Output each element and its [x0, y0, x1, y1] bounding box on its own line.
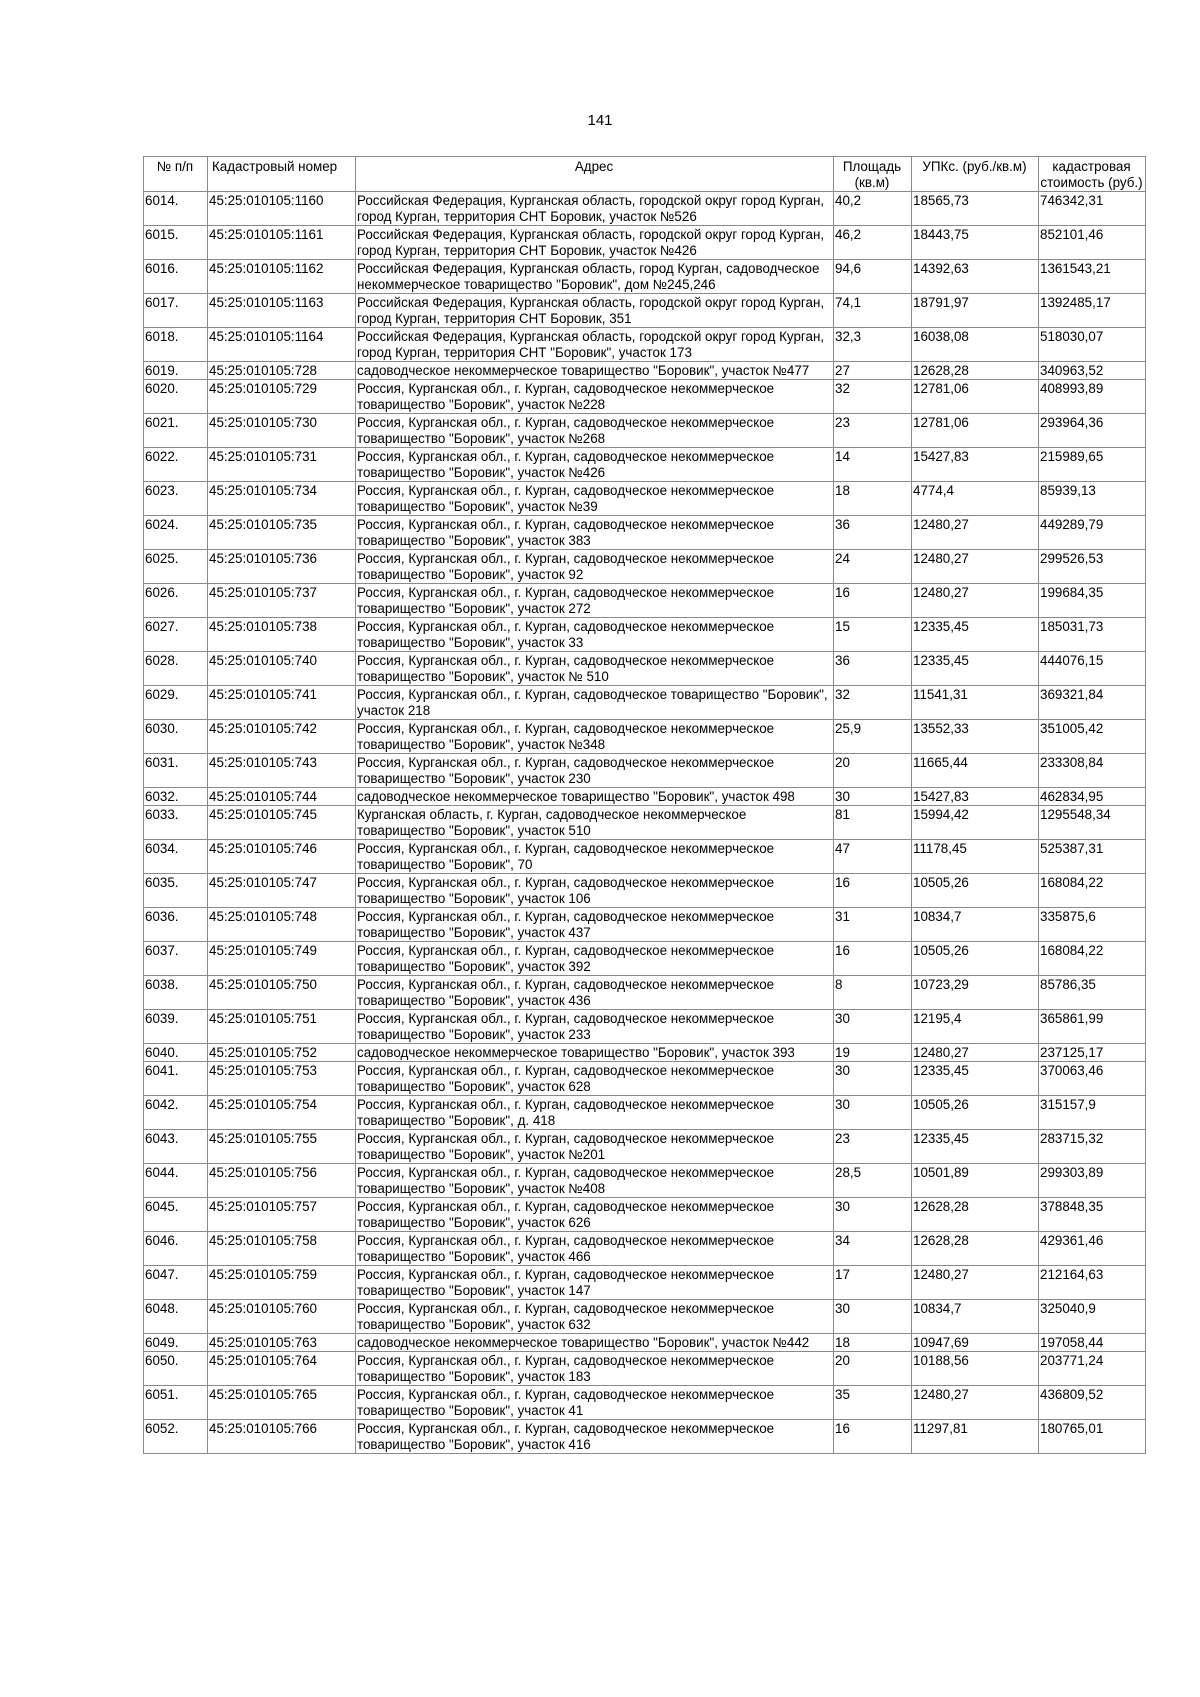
- table-row: [144, 414, 1146, 448]
- cell-num: 6043.: [144, 1130, 208, 1164]
- cell-cadastral-cost: 85786,35: [1039, 976, 1146, 1010]
- header-address: Адрес: [356, 157, 834, 192]
- cell-cadastral-cost: 525387,31: [1039, 840, 1146, 874]
- cell-upks: 12480,27: [912, 1386, 1039, 1420]
- cell-num: 6031.: [144, 754, 208, 788]
- cell-cadastral-number: 45:25:010105:744: [208, 788, 356, 806]
- cell-area: 30: [834, 788, 912, 806]
- cell-cadastral-cost: 370063,46: [1039, 1062, 1146, 1096]
- cell-cadastral-number: 45:25:010105:764: [208, 1352, 356, 1386]
- table-row: [144, 482, 1146, 516]
- cell-area: 94,6: [834, 260, 912, 294]
- cell-cadastral-cost: 197058,44: [1039, 1334, 1146, 1352]
- cell-area: 27: [834, 362, 912, 380]
- cell-area: 46,2: [834, 226, 912, 260]
- cell-num: 6044.: [144, 1164, 208, 1198]
- cell-cadastral-cost: 852101,46: [1039, 226, 1146, 260]
- cell-cadastral-cost: 199684,35: [1039, 584, 1146, 618]
- cell-cadastral-cost: 168084,22: [1039, 942, 1146, 976]
- cell-cadastral-number: 45:25:010105:1161: [208, 226, 356, 260]
- cell-area: 36: [834, 652, 912, 686]
- cell-num: 6021.: [144, 414, 208, 448]
- cell-area: 14: [834, 448, 912, 482]
- cell-address: Россия, Курганская обл., г. Курган, садоводческое некоммерческое товарищество "Боровик", участок №268: [356, 414, 834, 448]
- cell-num: 6048.: [144, 1300, 208, 1334]
- table-row: [144, 1352, 1146, 1386]
- cell-upks: 10505,26: [912, 1096, 1039, 1130]
- cell-num: 6025.: [144, 550, 208, 584]
- cell-num: 6046.: [144, 1232, 208, 1266]
- cell-cadastral-cost: 1361543,21: [1039, 260, 1146, 294]
- cell-area: 30: [834, 1062, 912, 1096]
- cell-area: 25,9: [834, 720, 912, 754]
- cell-address: Россия, Курганская обл., г. Курган, садоводческое некоммерческое товарищество "Боровик", участок 106: [356, 874, 834, 908]
- cell-area: 20: [834, 1352, 912, 1386]
- cell-num: 6014.: [144, 192, 208, 226]
- cell-area: 20: [834, 754, 912, 788]
- cell-upks: 12480,27: [912, 584, 1039, 618]
- table-row: [144, 806, 1146, 840]
- cell-upks: 10501,89: [912, 1164, 1039, 1198]
- cell-upks: 10723,29: [912, 976, 1039, 1010]
- cell-address: Россия, Курганская обл., г. Курган, садоводческое некоммерческое товарищество "Боровик", участок 436: [356, 976, 834, 1010]
- table-row: [144, 1420, 1146, 1454]
- cell-address: Россия, Курганская обл., г. Курган, садоводческое некоммерческое товарищество "Боровик", участок 392: [356, 942, 834, 976]
- cell-cadastral-number: 45:25:010105:728: [208, 362, 356, 380]
- table-row: [144, 976, 1146, 1010]
- table-row: [144, 652, 1146, 686]
- cell-num: 6019.: [144, 362, 208, 380]
- table-row: [144, 840, 1146, 874]
- cell-cadastral-cost: 325040,9: [1039, 1300, 1146, 1334]
- cell-cadastral-cost: 518030,07: [1039, 328, 1146, 362]
- cell-cadastral-number: 45:25:010105:759: [208, 1266, 356, 1300]
- cell-cadastral-cost: 85939,13: [1039, 482, 1146, 516]
- table-row: [144, 754, 1146, 788]
- cell-cadastral-number: 45:25:010105:756: [208, 1164, 356, 1198]
- cell-cadastral-number: 45:25:010105:734: [208, 482, 356, 516]
- cell-address: Россия, Курганская обл., г. Курган, садоводческое некоммерческое товарищество "Боровик", участок 92: [356, 550, 834, 584]
- cell-address: Российская Федерация, Курганская область, город Курган, садоводческое некоммерческое товарищество "Боровик", дом №245,246: [356, 260, 834, 294]
- cell-cadastral-cost: 185031,73: [1039, 618, 1146, 652]
- cell-address: Российская Федерация, Курганская область, городской округ город Курган, город Курган, территория СНТ "Боровик", участок 173: [356, 328, 834, 362]
- cell-area: 28,5: [834, 1164, 912, 1198]
- cell-cadastral-cost: 212164,63: [1039, 1266, 1146, 1300]
- cell-upks: 10505,26: [912, 942, 1039, 976]
- cell-cadastral-number: 45:25:010105:745: [208, 806, 356, 840]
- cell-area: 16: [834, 1420, 912, 1454]
- table-row: [144, 1198, 1146, 1232]
- cell-cadastral-number: 45:25:010105:1164: [208, 328, 356, 362]
- cell-upks: 12781,06: [912, 414, 1039, 448]
- cell-cadastral-cost: 365861,99: [1039, 1010, 1146, 1044]
- cell-num: 6029.: [144, 686, 208, 720]
- cell-address: Российская Федерация, Курганская область, городской округ город Курган, город Курган, территория СНТ Боровик, 351: [356, 294, 834, 328]
- cell-cadastral-cost: 203771,24: [1039, 1352, 1146, 1386]
- cell-cadastral-number: 45:25:010105:1162: [208, 260, 356, 294]
- cell-num: 6024.: [144, 516, 208, 550]
- cell-cadastral-number: 45:25:010105:754: [208, 1096, 356, 1130]
- cell-cadastral-cost: 408993,89: [1039, 380, 1146, 414]
- cell-cadastral-cost: 746342,31: [1039, 192, 1146, 226]
- cell-area: 32: [834, 686, 912, 720]
- cell-area: 23: [834, 414, 912, 448]
- table-row: [144, 226, 1146, 260]
- cell-cadastral-number: 45:25:010105:752: [208, 1044, 356, 1062]
- cell-cadastral-number: 45:25:010105:737: [208, 584, 356, 618]
- cell-address: Россия, Курганская обл., г. Курган, садоводческое некоммерческое товарищество "Боровик", участок №348: [356, 720, 834, 754]
- cadastral-value-table: [143, 156, 1146, 1454]
- cell-upks: 15427,83: [912, 788, 1039, 806]
- cell-area: 8: [834, 976, 912, 1010]
- cell-cadastral-number: 45:25:010105:765: [208, 1386, 356, 1420]
- cell-area: 15: [834, 618, 912, 652]
- cell-address: Россия, Курганская обл., г. Курган, садоводческое некоммерческое товарищество "Боровик", участок 272: [356, 584, 834, 618]
- cell-upks: 10188,56: [912, 1352, 1039, 1386]
- cell-upks: 12335,45: [912, 618, 1039, 652]
- cell-num: 6033.: [144, 806, 208, 840]
- cell-area: 23: [834, 1130, 912, 1164]
- header-num: № п/п: [144, 157, 208, 192]
- cell-area: 31: [834, 908, 912, 942]
- cell-area: 19: [834, 1044, 912, 1062]
- cell-area: 30: [834, 1198, 912, 1232]
- cell-cadastral-number: 45:25:010105:750: [208, 976, 356, 1010]
- table-row: [144, 448, 1146, 482]
- cell-address: Россия, Курганская обл., г. Курган, садоводческое некоммерческое товарищество "Боровик", участок 147: [356, 1266, 834, 1300]
- cell-cadastral-number: 45:25:010105:757: [208, 1198, 356, 1232]
- cell-cadastral-cost: 340963,52: [1039, 362, 1146, 380]
- page-number: 141: [587, 112, 613, 129]
- cell-address: Россия, Курганская обл., г. Курган, садоводческое некоммерческое товарищество "Боровик", д. 418: [356, 1096, 834, 1130]
- cell-num: 6038.: [144, 976, 208, 1010]
- cell-address: Россия, Курганская обл., г. Курган, садоводческое некоммерческое товарищество "Боровик", участок 33: [356, 618, 834, 652]
- cell-num: 6018.: [144, 328, 208, 362]
- cell-cadastral-number: 45:25:010105:753: [208, 1062, 356, 1096]
- cell-num: 6039.: [144, 1010, 208, 1044]
- cell-num: 6051.: [144, 1386, 208, 1420]
- cell-cadastral-number: 45:25:010105:749: [208, 942, 356, 976]
- header-upks: УПКс. (руб./кв.м): [912, 157, 1039, 192]
- cell-num: 6015.: [144, 226, 208, 260]
- cell-address: Россия, Курганская обл., г. Курган, садоводческое некоммерческое товарищество "Боровик", участок №408: [356, 1164, 834, 1198]
- cell-upks: 13552,33: [912, 720, 1039, 754]
- cell-area: 18: [834, 1334, 912, 1352]
- cell-cadastral-cost: 283715,32: [1039, 1130, 1146, 1164]
- table-row: [144, 942, 1146, 976]
- cell-cadastral-number: 45:25:010105:743: [208, 754, 356, 788]
- cell-address: Россия, Курганская обл., г. Курган, садоводческое некоммерческое товарищество "Боровик", участок 466: [356, 1232, 834, 1266]
- cell-upks: 12781,06: [912, 380, 1039, 414]
- table-row: [144, 1164, 1146, 1198]
- cell-upks: 12628,28: [912, 362, 1039, 380]
- cell-num: 6028.: [144, 652, 208, 686]
- table-header-row: [144, 157, 1146, 192]
- cell-upks: 15994,42: [912, 806, 1039, 840]
- cell-area: 30: [834, 1096, 912, 1130]
- cell-address: Россия, Курганская обл., г. Курган, садоводческое товарищество "Боровик", участок 218: [356, 686, 834, 720]
- cell-cadastral-cost: 315157,9: [1039, 1096, 1146, 1130]
- cell-address: Россия, Курганская обл., г. Курган, садоводческое некоммерческое товарищество "Боровик", участок 183: [356, 1352, 834, 1386]
- cell-upks: 18791,97: [912, 294, 1039, 328]
- cell-cadastral-number: 45:25:010105:741: [208, 686, 356, 720]
- cell-address: Россия, Курганская обл., г. Курган, садоводческое некоммерческое товарищество "Боровик", участок №426: [356, 448, 834, 482]
- table-row: [144, 1334, 1146, 1352]
- cell-upks: 10947,69: [912, 1334, 1039, 1352]
- cell-area: 32,3: [834, 328, 912, 362]
- table-row: [144, 788, 1146, 806]
- table-row: [144, 516, 1146, 550]
- cell-area: 30: [834, 1010, 912, 1044]
- table-row: [144, 1130, 1146, 1164]
- cell-num: 6020.: [144, 380, 208, 414]
- cell-address: Российская Федерация, Курганская область, городской округ город Курган, город Курган, территория СНТ Боровик, участок №526: [356, 192, 834, 226]
- cell-upks: 12480,27: [912, 1266, 1039, 1300]
- cell-num: 6035.: [144, 874, 208, 908]
- cell-num: 6023.: [144, 482, 208, 516]
- cell-address: Россия, Курганская обл., г. Курган, садоводческое некоммерческое товарищество "Боровик", участок 230: [356, 754, 834, 788]
- cell-cadastral-cost: 429361,46: [1039, 1232, 1146, 1266]
- table-row: [144, 1044, 1146, 1062]
- cell-address: Россия, Курганская обл., г. Курган, садоводческое некоммерческое товарищество "Боровик", участок 416: [356, 1420, 834, 1454]
- cell-area: 36: [834, 516, 912, 550]
- cell-upks: 12480,27: [912, 516, 1039, 550]
- cell-area: 34: [834, 1232, 912, 1266]
- cell-cadastral-number: 45:25:010105:758: [208, 1232, 356, 1266]
- cell-cadastral-cost: 335875,6: [1039, 908, 1146, 942]
- cell-cadastral-number: 45:25:010105:763: [208, 1334, 356, 1352]
- cell-upks: 12195,4: [912, 1010, 1039, 1044]
- cell-area: 74,1: [834, 294, 912, 328]
- cell-upks: 11178,45: [912, 840, 1039, 874]
- cell-area: 24: [834, 550, 912, 584]
- cell-address: Россия, Курганская обл., г. Курган, садоводческое некоммерческое товарищество "Боровик", участок 41: [356, 1386, 834, 1420]
- cell-upks: 12335,45: [912, 652, 1039, 686]
- cell-address: садоводческое некоммерческое товарищество "Боровик", участок №442: [356, 1334, 834, 1352]
- header-cadastral-number: Кадастровый номер: [208, 157, 356, 192]
- cell-cadastral-cost: 369321,84: [1039, 686, 1146, 720]
- cell-upks: 4774,4: [912, 482, 1039, 516]
- cell-num: 6040.: [144, 1044, 208, 1062]
- cell-upks: 12480,27: [912, 1044, 1039, 1062]
- cell-num: 6032.: [144, 788, 208, 806]
- cell-address: Россия, Курганская обл., г. Курган, садоводческое некоммерческое товарищество "Боровик", 70: [356, 840, 834, 874]
- table-row: [144, 328, 1146, 362]
- cell-num: 6030.: [144, 720, 208, 754]
- cell-area: 35: [834, 1386, 912, 1420]
- cell-address: Россия, Курганская обл., г. Курган, садоводческое некоммерческое товарищество "Боровик", участок 233: [356, 1010, 834, 1044]
- cell-cadastral-number: 45:25:010105:747: [208, 874, 356, 908]
- cell-num: 6034.: [144, 840, 208, 874]
- cell-cadastral-number: 45:25:010105:738: [208, 618, 356, 652]
- cell-cadastral-cost: 180765,01: [1039, 1420, 1146, 1454]
- cell-area: 18: [834, 482, 912, 516]
- cell-address: Россия, Курганская обл., г. Курган, садоводческое некоммерческое товарищество "Боровик", участок № 510: [356, 652, 834, 686]
- cell-cadastral-cost: 378848,35: [1039, 1198, 1146, 1232]
- cell-area: 47: [834, 840, 912, 874]
- cell-upks: 12628,28: [912, 1198, 1039, 1232]
- cell-upks: 10834,7: [912, 1300, 1039, 1334]
- cell-cadastral-number: 45:25:010105:736: [208, 550, 356, 584]
- cell-cadastral-number: 45:25:010105:751: [208, 1010, 356, 1044]
- cell-cadastral-cost: 436809,52: [1039, 1386, 1146, 1420]
- cell-num: 6017.: [144, 294, 208, 328]
- cell-address: Российская Федерация, Курганская область, городской округ город Курган, город Курган, территория СНТ Боровик, участок №426: [356, 226, 834, 260]
- cell-cadastral-cost: 293964,36: [1039, 414, 1146, 448]
- cell-address: Россия, Курганская обл., г. Курган, садоводческое некоммерческое товарищество "Боровик", участок 628: [356, 1062, 834, 1096]
- table-row: [144, 1266, 1146, 1300]
- cell-area: 81: [834, 806, 912, 840]
- cell-num: 6041.: [144, 1062, 208, 1096]
- cell-area: 32: [834, 380, 912, 414]
- cell-upks: 18565,73: [912, 192, 1039, 226]
- cell-address: Россия, Курганская обл., г. Курган, садоводческое некоммерческое товарищество "Боровик", участок №201: [356, 1130, 834, 1164]
- cell-cadastral-cost: 444076,15: [1039, 652, 1146, 686]
- table-row: [144, 1300, 1146, 1334]
- table-row: [144, 584, 1146, 618]
- cell-address: Россия, Курганская обл., г. Курган, садоводческое некоммерческое товарищество "Боровик", участок 383: [356, 516, 834, 550]
- table-row: [144, 380, 1146, 414]
- table-row: [144, 1232, 1146, 1266]
- cell-upks: 12628,28: [912, 1232, 1039, 1266]
- cell-upks: 12480,27: [912, 550, 1039, 584]
- cell-upks: 14392,63: [912, 260, 1039, 294]
- cell-upks: 11297,81: [912, 1420, 1039, 1454]
- cell-cadastral-cost: 237125,17: [1039, 1044, 1146, 1062]
- cell-cadastral-number: 45:25:010105:1160: [208, 192, 356, 226]
- cell-area: 16: [834, 584, 912, 618]
- cell-area: 16: [834, 942, 912, 976]
- table-row: [144, 1386, 1146, 1420]
- cell-num: 6047.: [144, 1266, 208, 1300]
- table-body: [144, 192, 1146, 1454]
- cell-cadastral-cost: 168084,22: [1039, 874, 1146, 908]
- header-cadastral-cost: кадастровая стоимость (руб.): [1039, 157, 1146, 192]
- cell-num: 6016.: [144, 260, 208, 294]
- table-row: [144, 618, 1146, 652]
- cell-cadastral-number: 45:25:010105:746: [208, 840, 356, 874]
- table-row: [144, 362, 1146, 380]
- table-row: [144, 874, 1146, 908]
- cell-upks: 10505,26: [912, 874, 1039, 908]
- table-row: [144, 1010, 1146, 1044]
- cell-cadastral-number: 45:25:010105:730: [208, 414, 356, 448]
- cell-cadastral-cost: 215989,65: [1039, 448, 1146, 482]
- cell-cadastral-cost: 299303,89: [1039, 1164, 1146, 1198]
- cell-num: 6022.: [144, 448, 208, 482]
- cell-address: Россия, Курганская обл., г. Курган, садоводческое некоммерческое товарищество "Боровик", участок 437: [356, 908, 834, 942]
- table-row: [144, 720, 1146, 754]
- cell-area: 30: [834, 1300, 912, 1334]
- cell-upks: 11541,31: [912, 686, 1039, 720]
- cell-upks: 18443,75: [912, 226, 1039, 260]
- cell-num: 6052.: [144, 1420, 208, 1454]
- cell-address: Россия, Курганская обл., г. Курган, садоводческое некоммерческое товарищество "Боровик", участок 632: [356, 1300, 834, 1334]
- header-area: Площадь (кв.м): [834, 157, 912, 192]
- cell-area: 16: [834, 874, 912, 908]
- cell-cadastral-cost: 299526,53: [1039, 550, 1146, 584]
- cell-address: садоводческое некоммерческое товарищество "Боровик", участок №477: [356, 362, 834, 380]
- cell-upks: 10834,7: [912, 908, 1039, 942]
- cell-upks: 12335,45: [912, 1130, 1039, 1164]
- table-row: [144, 686, 1146, 720]
- table-row: [144, 192, 1146, 226]
- cell-address: садоводческое некоммерческое товарищество "Боровик", участок 393: [356, 1044, 834, 1062]
- cell-num: 6050.: [144, 1352, 208, 1386]
- cell-address: Россия, Курганская обл., г. Курган, садоводческое некоммерческое товарищество "Боровик", участок №228: [356, 380, 834, 414]
- cell-cadastral-number: 45:25:010105:735: [208, 516, 356, 550]
- table-row: [144, 1062, 1146, 1096]
- cell-cadastral-number: 45:25:010105:760: [208, 1300, 356, 1334]
- cell-cadastral-number: 45:25:010105:766: [208, 1420, 356, 1454]
- cell-cadastral-cost: 1295548,34: [1039, 806, 1146, 840]
- table-row: [144, 260, 1146, 294]
- cell-num: 6027.: [144, 618, 208, 652]
- cell-num: 6026.: [144, 584, 208, 618]
- table-row: [144, 908, 1146, 942]
- cell-num: 6049.: [144, 1334, 208, 1352]
- cell-num: 6037.: [144, 942, 208, 976]
- cell-address: Россия, Курганская обл., г. Курган, садоводческое некоммерческое товарищество "Боровик", участок 626: [356, 1198, 834, 1232]
- cell-upks: 16038,08: [912, 328, 1039, 362]
- cell-num: 6036.: [144, 908, 208, 942]
- cell-cadastral-number: 45:25:010105:1163: [208, 294, 356, 328]
- table-row: [144, 294, 1146, 328]
- cell-cadastral-cost: 449289,79: [1039, 516, 1146, 550]
- cell-cadastral-number: 45:25:010105:755: [208, 1130, 356, 1164]
- cell-num: 6042.: [144, 1096, 208, 1130]
- cell-upks: 12335,45: [912, 1062, 1039, 1096]
- cell-address: садоводческое некоммерческое товарищество "Боровик", участок 498: [356, 788, 834, 806]
- cell-upks: 15427,83: [912, 448, 1039, 482]
- cell-cadastral-cost: 351005,42: [1039, 720, 1146, 754]
- cell-cadastral-cost: 1392485,17: [1039, 294, 1146, 328]
- cell-cadastral-number: 45:25:010105:748: [208, 908, 356, 942]
- cell-upks: 11665,44: [912, 754, 1039, 788]
- cell-area: 40,2: [834, 192, 912, 226]
- cell-area: 17: [834, 1266, 912, 1300]
- cell-cadastral-number: 45:25:010105:731: [208, 448, 356, 482]
- cell-cadastral-number: 45:25:010105:729: [208, 380, 356, 414]
- cell-cadastral-cost: 462834,95: [1039, 788, 1146, 806]
- table-row: [144, 550, 1146, 584]
- cell-address: Россия, Курганская обл., г. Курган, садоводческое некоммерческое товарищество "Боровик", участок №39: [356, 482, 834, 516]
- cell-cadastral-cost: 233308,84: [1039, 754, 1146, 788]
- cell-address: Курганская область, г. Курган, садоводческое некоммерческое товарищество "Боровик", участок 510: [356, 806, 834, 840]
- cell-cadastral-number: 45:25:010105:740: [208, 652, 356, 686]
- cell-cadastral-number: 45:25:010105:742: [208, 720, 356, 754]
- cell-num: 6045.: [144, 1198, 208, 1232]
- table-row: [144, 1096, 1146, 1130]
